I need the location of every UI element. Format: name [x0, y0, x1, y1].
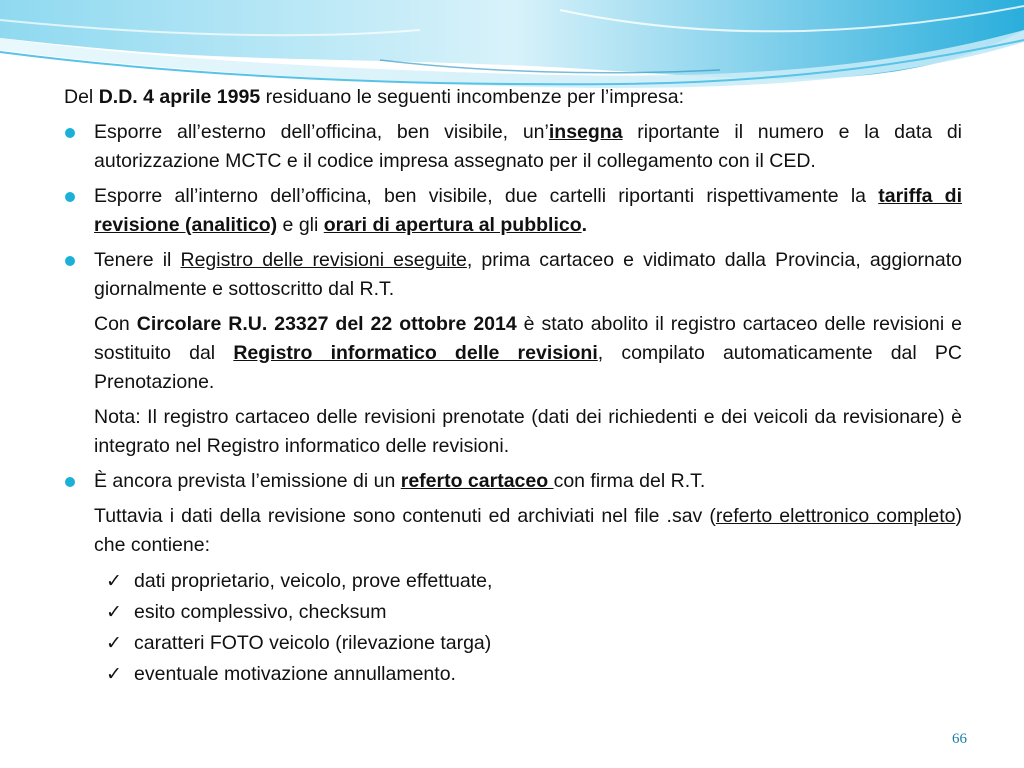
referto-term: referto cartaceo — [400, 470, 554, 492]
para-text: ) che contiene: — [94, 505, 962, 556]
bullet-period: . — [581, 214, 588, 236]
bullet-icon — [65, 192, 75, 202]
para-text: Tuttavia i dati della revisione sono contenuti ed archiviati nel file .sav ( — [94, 505, 716, 527]
paragraph-nota — [64, 403, 962, 461]
intro-decree: D.D. 4 aprile 1995 — [98, 86, 261, 108]
intro-text-end: residuano le seguenti incombenze per l’impresa: — [260, 86, 685, 108]
bullet-insegna — [64, 118, 962, 176]
checklist-item — [106, 659, 962, 690]
bullet-text: , prima cartaceo e vidimato dalla Provincia, aggiornato giornalmente e sottoscritto dal R.T. — [94, 249, 962, 300]
checklist-item — [106, 566, 962, 597]
bullet-registro — [64, 246, 962, 304]
header-wave-decoration — [0, 0, 1024, 95]
checkmark-icon: ✓ — [106, 571, 122, 592]
para-text: , compilato automaticamente dal PC Prenotazione. — [94, 342, 962, 393]
bullet-icon — [65, 256, 75, 266]
checkmark-icon: ✓ — [106, 602, 122, 623]
checklist-text: dati proprietario, veicolo, prove effettuate, — [134, 570, 493, 592]
checkmark-icon: ✓ — [106, 633, 122, 654]
checklist-item — [106, 628, 962, 659]
bullet-text: Esporre all’interno dell’officina, ben visibile, due cartelli riportanti rispettivamente la — [94, 185, 879, 207]
bullet-cartelli — [64, 182, 962, 240]
intro-text: Del — [64, 86, 99, 108]
bullet-text: riportante il numero e la data di autorizzazione MCTC e il codice impresa assegnato per il collegamento con il CED. — [94, 121, 962, 172]
slide-body — [64, 83, 962, 690]
para-text: Con — [94, 313, 137, 335]
checklist-text: caratteri FOTO veicolo (rilevazione targa) — [134, 632, 492, 654]
circolare-ref: Circolare R.U. 23327 del 22 ottobre 2014 — [136, 313, 517, 335]
referto-elettronico-term: referto elettronico completo — [715, 505, 956, 527]
insegna-term: insegna — [548, 121, 623, 143]
paragraph-sav — [64, 502, 962, 560]
checklist-item — [106, 597, 962, 628]
tariffa-term: tariffa di revisione (analitico) — [94, 185, 962, 236]
page-number: 66 — [952, 731, 967, 747]
bullet-icon — [65, 128, 75, 138]
checklist-text: eventuale motivazione annullamento. — [134, 663, 456, 685]
paragraph-circolare — [64, 310, 962, 397]
bullet-text: È ancora prevista l’emissione di un — [94, 470, 401, 492]
checklist — [106, 566, 962, 690]
bullet-text: Tenere il — [94, 249, 181, 271]
bullet-icon — [65, 477, 75, 487]
bullet-text: e gli — [277, 214, 324, 236]
para-text: è stato abolito il registro cartaceo delle revisioni e sostituito dal — [94, 313, 963, 364]
bullet-text: con firma del R.T. — [553, 470, 706, 492]
registro-term: Registro delle revisioni eseguite — [180, 249, 467, 271]
nota-text: Nota: Il registro cartaceo delle revisioni prenotate (dati dei richiedenti e dei veicoli da revisionare) è integrato nel Registro informatico delle revisioni. — [94, 406, 962, 457]
checkmark-icon: ✓ — [106, 664, 122, 685]
bullet-referto — [64, 467, 962, 496]
intro-line — [64, 83, 962, 112]
bullet-text: Esporre all’esterno dell’officina, ben visibile, un’ — [94, 121, 549, 143]
orari-term: orari di apertura al pubblico — [323, 214, 582, 236]
registro-informatico-term: Registro informatico delle revisioni — [233, 342, 598, 364]
checklist-text: esito complessivo, checksum — [134, 601, 387, 623]
